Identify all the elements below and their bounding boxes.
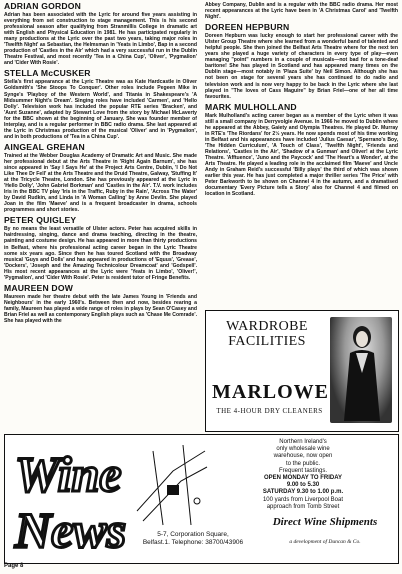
wine-news-logo [9,439,129,557]
bio-text: Doreen Hepburn was lucky enough to start her professional career with the Ulster Group Theatre where she learned from a wonderful band of talented and helpful people. She then joined the Belfast Arts Theatre where for the next ten years she played a huge variety of characters in every type of play—even managing "point" numbers in a couple of musicals—not bad for a tone-deaf baritone! She has played in Scotland and has appeared many times on the Dublin stage—most notably in 'Plaza Suite' by Neil Simon. Although she has not been on stage for several years she has continued to do radio and television work and is now very happy to be back in the Lyric where she last played in "The loves of Cass Maguire" by Brian Friel—one of her all time favourites. [205,33,398,100]
bio-text: Mark Mulholland's acting career began as a member of the Lyric when it was still a small company in Derryvolgie Avenue. In 1966 he moved to Dublin where he appeared at the Abbey, Gaiety and Olympia Theatres. He played Dr. Murray in RTE's 'The Riordans' for 2½ years. He now spends most of his time working in Belfast and his appearances have included 'Julius Caesar', 'Sperrano's Boy, 'The Hidden Curriculum', 'A Touch of Class', 'Twelfth Night', 'Friends and Relations', 'Castles in the Air', 'Shadow of a Gunman' and Oliver! at the Lyric Theatre. 'Afftuence', 'Juno and the Paycock' and 'The Heart's a Wonder', at the Arts Theatre. He played a leading role in the acclaimed film 'Maeve' and Uncle Andy in Graham Reid's successful 'Billy plays' the third of which was shown earlier this year. He has just completed a major thriller series 'The Price' with Peter Barkworth to be shown on Channel 4 in the autumn, and a dramatised documentary 'Every Picture tells a Story' also for Channel 4 and filmed on location in Scotland. [205,112,398,198]
bio-text: Maureen made her theatre debut with the late James Young in 'Friends and Neighbours' in the early 1960's. Between then and now, besides rearing a family, Maureen has played a wide range of roles in plays by Sean O'Casey and Brian Friel as well as contemporary English plays such as 'Chase Me Comrade'. She has played with the [4,293,197,324]
wine-address [133,531,253,547]
wine-news-advert [4,434,399,564]
info-line: warehouse, now open [273,453,333,460]
page-number: Page 8 [4,563,24,569]
magazine-page [4,2,398,568]
bio-heading: MAUREEN DOW [4,282,74,293]
logo-wine-text: Wine [15,446,122,502]
address-line: Belfast.1. Telephone: 38700/43906 [142,539,244,546]
right-column [205,2,398,200]
street-map-drawing [133,441,209,527]
bio-continued-text: Abbey Company, Dublin and is a regular with the BBC radio drama. Her most recent appearances at the Lyric have been in 'A Christmas Carol' and 'Twelfth Night'. [205,2,398,21]
wardrobe-advert [205,310,399,432]
wine-info [211,439,395,511]
bio-heading: PETER QUIGLEY [4,215,77,226]
bio-text: Stella's first appearance at the Lyric Theatre was as Kate Hardcastle in Oliver Goldsmith's 'She Stoops To Conquer'. Other roles include Pegeen Mike in Synge's 'Playboy of the Western World', and Titania in Shakespeare's 'A Midsummer Night's Dream'. Singing roles have included 'Carmen', and 'Hello Dolly'. Television work has included the popular RTE series 'Bracken', and 'Aunt Suzanne', adapted by Stewart Love from the story by Michael McLaverty for the BBC shown at the beginning of January. She was founder member of Interplay, and is a regular performer in BBC radio drama. She last appeared at the Lyric in Christmas production of the musical 'Oliver' and in 'Pygmalion', and in both productions of 'Tea in a China Cup'. [4,79,197,140]
hours-line: 9.00 to 5.30 [286,482,320,489]
bio-heading: DOREEN HEPBURN [205,22,290,33]
woman-in-dress-photo [330,317,392,423]
address-line: 5-7, Corporation Square, [157,531,229,538]
bio-heading: MARK MULHOLLAND [205,101,297,112]
location-line: approach from Tomb Street [266,503,340,510]
direct-wine-brand: Direct Wine Shipments [272,516,378,528]
wardrobe-title: WARDROBE FACILITIES [226,319,308,349]
location-line: 100 yards from Liverpool Boat [262,496,344,503]
bio-text: Adrian has been associated with the Lyric for around five years assisting in everything from set construction to stage management. This is his second professional season after qualifying from Stranmillis College in dramatic art with English and Physical Education in 1981. He has participated regularly in many productions at the Lyric over the past two years, taking major roles in 'Twelfth Night' as Sebastian, the Helmsman in 'Yeats in Limbo', Bap in a second production of 'Castles in the Air' which had a very successful run in the Dublin Theatre Festival, and most recently 'Tea in a China Cup', 'Oliver', 'Pygmalion' and 'Cider With Rosie'. [4,12,197,67]
left-column [4,2,197,327]
bio-text: Trained at the Webber Douglas Academy of Dramatic Art and Music. She made her professional debut at the Arts Theatre in 'Right Again Barnum', she has since appeared in 'Say I Says He' at the Project Arts Centre, Dublin, 'I Do Not Like Thee Dr Fell' at the Arts Theatre and the Druid Theatre, Galway, 'Stuffing It' at the Tricycle Theatre, London. She has previously appeared at the Lyric in 'Hello Dolly', 'John Gabriel Borkman' and 'Castles in the Air'. T.V. work includes Iris in the BBC TV play 'Iris in the Traffic, Ruby in the Rain', 'Across The Water' by David Rudkin, and Linda in 'A Woman Calling' by Anne Devlin. She played Joan in the film 'Maeve' and is a frequent broadcaster in drama, schools programmes and short stories. [4,152,197,214]
info-line: Northern Ireland's [279,439,327,445]
street-map-icon [133,441,209,527]
bio-heading: AINGEAL GREHAN [4,141,85,152]
marlowe-brand: MARLOWE [212,381,329,403]
info-line: Frequent tastings. [278,467,328,474]
logo-news-text: News [15,502,127,557]
woman-silhouette-icon [330,317,392,423]
bio-text: By no means the least versatile of Ulster actors. Peter has acquired skills in hairdressing, singing, dance and drama teaching, directing in the theatre, painting and costume design. He has appeared in more than thirty productions in Belfast, where his professional acting career began in the Lyric Theatre some six years ago. Since then he has toured Scotland with the Broadway musical 'Guys and Dolls' and has appeared in productions of 'Equus', 'Grease', 'Dockers', 'Joseph and the Amazing Technicolour Dreamcoat' and 'Godspell'. His most recent appearances at the Lyric were 'Yeats in Limbo', 'Oliver!', 'Pygmalion', and 'Cider With Rosie'. Peter is resident tutor of Fringe Benefits. [4,226,197,281]
info-line: only wholesale wine [276,446,330,453]
hours-line: OPEN MONDAY TO FRIDAY [263,475,343,482]
wine-news-logo-icon [9,439,129,557]
info-line: to the public. [285,460,321,467]
hours-line: SATURDAY 9.30 to 1.00 p.m. [262,489,344,496]
direct-wine-subtitle: a development of Duncan & Co. [289,539,361,545]
bio-heading: STELLA McCUSKER [4,68,91,79]
marlowe-tagline: THE 4-HOUR DRY CLEANERS [216,407,323,415]
bio-heading: ADRIAN GORDON [4,1,82,11]
